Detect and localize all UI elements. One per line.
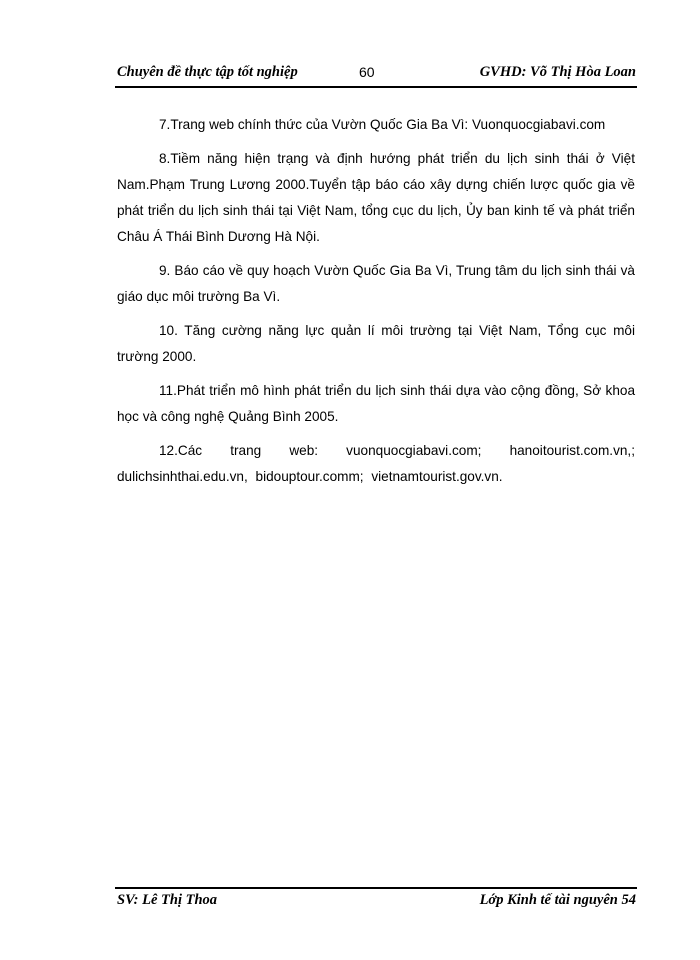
reference-item-websites: [117, 438, 635, 490]
reference-item: 10. Tăng cường năng lực quản lí môi trường tại Việt Nam, Tổng cục môi trường 2000.: [117, 323, 635, 364]
reference-item: 8.Tiềm năng hiện trạng và định hướng phát triển du lịch sinh thái ở Việt Nam.Phạm Trung Lương 2000.Tuyển tập báo cáo xây dựng chiến lược quốc gia về phát triển du lịch sinh thái tại Việt Nam, tổng cục du lịch, Ủy ban kinh tế và phát triển Châu Á Thái Bình Dương Hà Nội.: [117, 151, 635, 244]
reference-websites-line-1: 12.Các trang web: vuonquocgiabavi.com; hanoitourist.com.vn,;: [159, 443, 635, 458]
reference-item: 11.Phát triển mô hình phát triển du lịch sinh thái dựa vào cộng đồng, Sở khoa học và công nghệ Quảng Bình 2005.: [117, 383, 635, 424]
header-supervisor: GVHD: Võ Thị Hòa Loan: [479, 64, 636, 80]
header-divider: [115, 86, 637, 88]
header-thesis-title: Chuyên đề thực tập tốt nghiệp: [117, 64, 298, 80]
reference-item: 9. Báo cáo về quy hoạch Vườn Quốc Gia Ba Vì, Trung tâm du lịch sinh thái và giáo dục môi trường Ba Vì.: [117, 263, 635, 304]
reference-item: 7.Trang web chính thức của Vườn Quốc Gia Ba Vì: Vuonquocgiabavi.com: [159, 117, 606, 132]
reference-list: [117, 112, 635, 498]
reference-websites-line-2: dulichsinhthai.edu.vn, bidouptour.comm; vietnamtourist.gov.vn.: [117, 469, 503, 484]
page-footer: [117, 892, 636, 914]
footer-student-name: SV: Lê Thị Thoa: [117, 892, 218, 908]
footer-divider: [115, 887, 637, 889]
footer-class-name: Lớp Kinh tế tài nguyên 54: [479, 892, 636, 908]
page-header: [117, 64, 636, 86]
header-page-number: 60: [359, 64, 375, 80]
